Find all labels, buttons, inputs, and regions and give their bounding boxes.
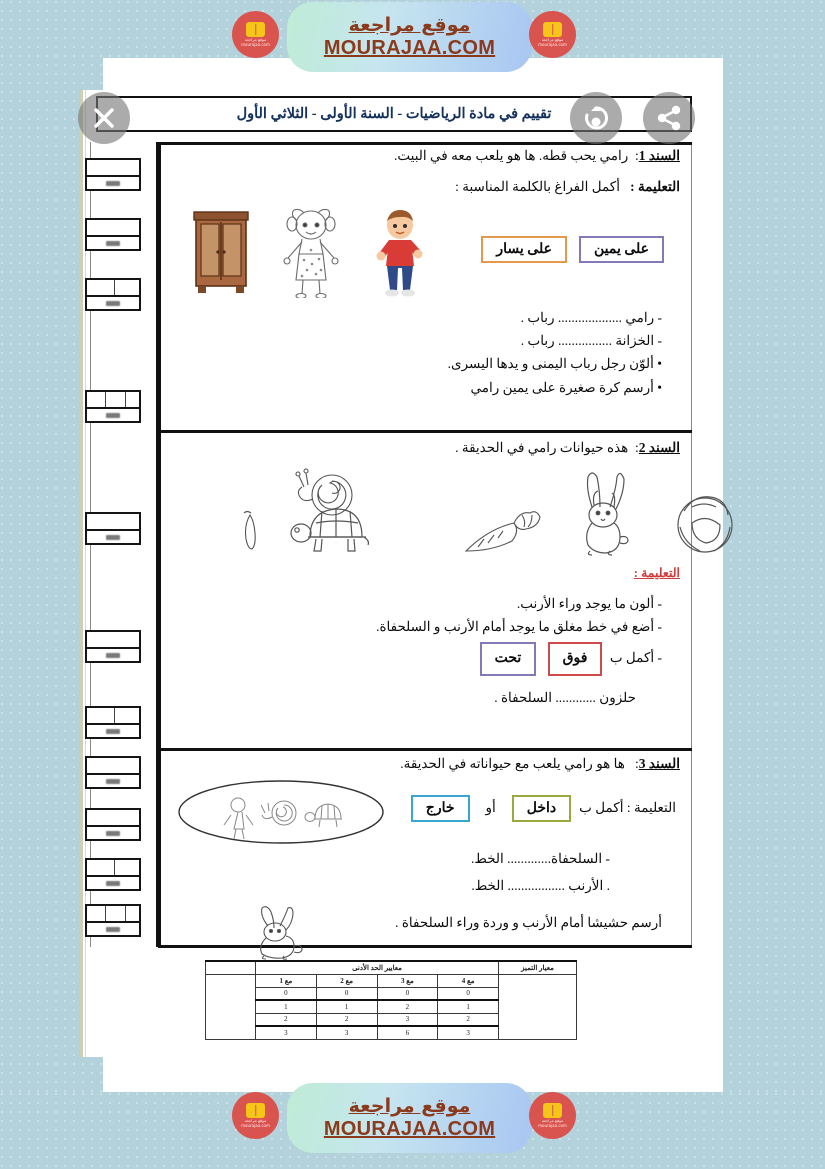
score-cell: 3 (438, 1026, 499, 1039)
section-separator (158, 142, 692, 145)
sanad-3-items (170, 847, 680, 935)
banner-title-arabic: موقع مراجعة (348, 1095, 471, 1117)
score-table-blank-header (206, 961, 256, 974)
book-icon (543, 22, 562, 37)
sanad-1-statement-line (170, 146, 680, 167)
cabbage-sketch (662, 485, 748, 557)
sanad-1-items (170, 306, 680, 399)
scoring-table-wrapper (205, 960, 577, 1040)
sanad-3-instruction-row (170, 779, 680, 845)
sanad-3-or: أو (485, 799, 496, 815)
score-cell: 0 (256, 987, 317, 1000)
score-cell: 3 (377, 1013, 438, 1026)
rabbit-sketch (570, 467, 636, 557)
close-button[interactable] (78, 92, 130, 144)
score-cell: 2 (316, 1013, 377, 1026)
sanad-2-final-line: حلزون ............ السلحفاة . (494, 690, 636, 706)
section-sanad-2 (160, 438, 690, 710)
close-icon (89, 103, 119, 133)
site-logo-icon (529, 1092, 576, 1139)
sanad-1-instruction-text: أكمل الفراغ بالكلمة المناسبة : (455, 178, 620, 194)
score-cell: 2 (256, 1013, 317, 1026)
score-table-excellence-header: معيار التميز (499, 961, 577, 974)
score-box[interactable] (85, 278, 141, 311)
logo-caption: موقع مراجعة mourajaa.com (538, 1117, 567, 1128)
word-box-ala-yameen[interactable]: على يمين (579, 236, 664, 263)
sanad-1-instruction-label: التعليمة : (630, 178, 680, 194)
score-box[interactable] (85, 218, 141, 251)
download-button[interactable] (570, 92, 622, 144)
word-box-ala-yasar[interactable]: على يسار (481, 236, 567, 263)
word-box-taht[interactable]: تحت (480, 642, 537, 676)
book-icon (246, 22, 265, 37)
turtle-sketch (288, 499, 374, 557)
carrot-sketch (462, 505, 542, 557)
book-icon (246, 1103, 265, 1118)
score-cell: 3 (316, 1026, 377, 1039)
word-box-fawq[interactable]: فوق (548, 642, 603, 676)
oval-outline (176, 779, 386, 845)
book-icon (543, 1103, 562, 1118)
score-box[interactable] (85, 904, 141, 937)
score-cell: 0 (377, 987, 438, 1000)
sanad-3-label: السند 3 (638, 756, 680, 771)
rabbit-sketch (248, 904, 314, 960)
score-box[interactable] (85, 630, 141, 663)
banner-url: MOURAJAA.COM (323, 37, 496, 59)
section-sanad-1 (160, 146, 690, 399)
share-button[interactable] (643, 92, 695, 144)
sanad-2-statement: هذه حيوانات رامي في الحديقة . (455, 440, 629, 455)
sanad-1-label: السند 1 (638, 148, 680, 163)
section-separator (158, 945, 692, 948)
score-cell: 2 (438, 1013, 499, 1026)
score-cell: 1 (438, 1000, 499, 1013)
score-cell: 1 (256, 1000, 317, 1013)
word-box-kharij[interactable]: خارج (411, 795, 470, 822)
word-box-dakhil[interactable]: داخل (512, 795, 571, 822)
score-table-minimum-header: معايير الحد الأدنى (256, 961, 499, 974)
scoring-table (205, 960, 577, 1040)
sanad-2-item-label: - أكمل ب (609, 650, 662, 666)
sanad-1-instruction-line (170, 177, 680, 198)
section-sanad-3 (160, 754, 690, 935)
score-cell: 0 (316, 987, 377, 1000)
score-cell: 0 (438, 987, 499, 1000)
sanad-2-item: - أضع في خط مغلق ما يوجد أمام الأرنب و السلحفاة. (376, 619, 662, 635)
sanad-2-item-with-boxes (170, 642, 680, 676)
sanad-2-label: السند 2 (638, 440, 680, 455)
sanad-1-item: • ألوّن رجل رباب اليمنى و يدها اليسرى. (447, 356, 662, 372)
section-separator (158, 430, 692, 433)
sanad-1-word-box-group (477, 236, 668, 263)
sanad-2-figure-row (170, 467, 680, 559)
logo-caption: موقع مراجعة mourajaa.com (241, 1117, 270, 1128)
criteria-label: مع 4 (438, 974, 499, 987)
sanad-2-statement-line (170, 438, 680, 459)
sanad-1-colon: : (635, 148, 639, 163)
sanad-3-statement: ها هو رامي يلعب مع حيواناته في الحديقة. (400, 756, 625, 771)
site-logo-icon (232, 11, 279, 58)
score-box[interactable] (85, 808, 141, 841)
sanad-1-item: - الخزانة ................ رباب . (520, 333, 662, 349)
page-title: تقييم في مادة الرياضيات - السنة الأولى - الثلاثي الأول (236, 105, 552, 122)
girl-sketch (278, 206, 344, 298)
score-box[interactable] (85, 858, 141, 891)
sanad-2-instruction-label: التعليمة : (633, 565, 680, 580)
share-icon (654, 103, 684, 133)
score-cell: 3 (256, 1026, 317, 1039)
sanad-3-colon: : (635, 756, 639, 771)
score-box[interactable] (85, 390, 141, 423)
boy-illustration (370, 208, 430, 298)
sanad-3-item: أرسم حشيشا أمام الأرنب و وردة وراء السلحفاة . (395, 915, 662, 931)
sanad-2-colon: : (635, 440, 639, 455)
worksheet-scan (80, 90, 705, 1057)
criteria-label: مع 1 (256, 974, 317, 987)
sanad-1-item: • أرسم كرة صغيرة على يمين رامي (470, 379, 662, 395)
site-logo-icon (232, 1092, 279, 1139)
sanad-3-instruction-label: التعليمة : أكمل ب (579, 799, 676, 815)
sanad-1-figure-row (170, 204, 680, 300)
score-box[interactable] (85, 512, 141, 545)
site-logo-icon (529, 11, 576, 58)
sanad-3-item: - السلحفاة............. الخط. (471, 850, 610, 866)
sanad-2-instruction-line (170, 563, 680, 584)
bottom-site-banner (0, 1072, 825, 1169)
sanad-3-statement-line (170, 754, 680, 775)
scan-edge-rule (80, 90, 83, 1057)
banner-title-arabic: موقع مراجعة (348, 14, 471, 36)
criteria-label: مع 2 (316, 974, 377, 987)
sanad-2-item: - ألون ما يوجد وراء الأرنب. (516, 595, 662, 611)
criteria-label: مع 3 (377, 974, 438, 987)
sanad-3-word-box-group (407, 795, 676, 822)
top-site-banner (0, 0, 825, 82)
wardrobe-illustration (192, 210, 250, 296)
download-icon (581, 103, 611, 133)
table-row-header (206, 961, 577, 974)
logo-caption: موقع مراجعة mourajaa.com (241, 36, 270, 47)
logo-caption: موقع مراجعة mourajaa.com (538, 36, 567, 47)
table-row-criteria (206, 974, 577, 987)
sanad-2-items (170, 592, 680, 710)
section-separator (158, 748, 692, 751)
banner-url: MOURAJAA.COM (323, 1118, 496, 1140)
chili-sketch (238, 507, 264, 553)
score-box[interactable] (85, 756, 141, 789)
top-banner-pill[interactable] (287, 2, 532, 72)
sanad-1-statement: رامي يحب قطه. ها هو يلعب معه في البيت. (394, 148, 629, 163)
score-table-excellence-cell[interactable] (499, 974, 577, 1039)
sanad-3-item: . الأرنب ................. الخط. (471, 878, 610, 894)
score-box[interactable] (85, 706, 141, 739)
bottom-banner-pill[interactable] (287, 1083, 532, 1153)
score-cell: 1 (316, 1000, 377, 1013)
score-table-blank-cell[interactable] (206, 974, 256, 1039)
score-cell: 6 (377, 1026, 438, 1039)
score-cell: 2 (377, 1000, 438, 1013)
sanad-1-item: - رامي ................... رباب . (520, 309, 662, 325)
score-box[interactable] (85, 158, 141, 191)
